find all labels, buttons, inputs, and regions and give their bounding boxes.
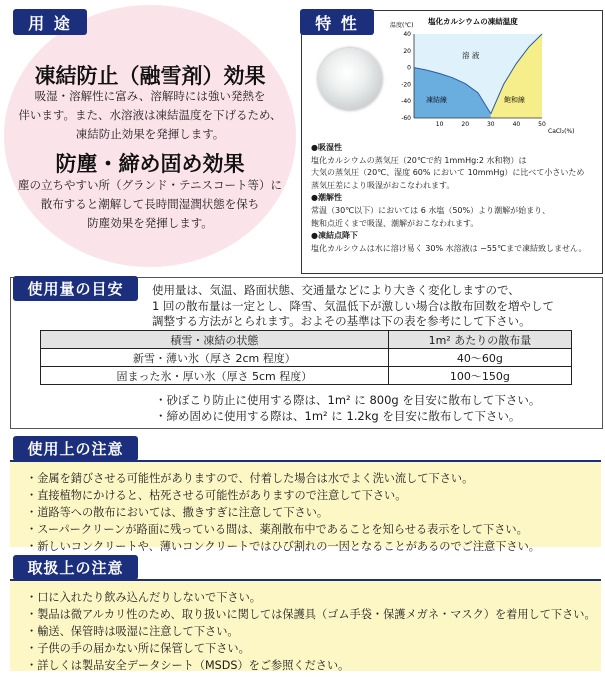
- x-tick-label: 30: [486, 121, 495, 128]
- table-row: 新雪・薄い氷（厚さ 2cm 程度） 40〜60g: [41, 349, 572, 367]
- x-tick-label: 20: [461, 121, 470, 128]
- usage-para-dustproof: 塵の立ちやすい所（グランド・テニスコート等）に 散布すると潮解して長時間湿潤状態を保ち 防塵効果を発揮します。: [17, 178, 283, 230]
- usage-heading-antifreeze: 凍結防止（融雪剤）効果: [34, 64, 266, 88]
- list-item: ・金属を錆びさせる可能性がありますので、付着した場合は水でよく洗い流して下さい。: [26, 472, 474, 485]
- list-item: ・口に入れたり飲み込んだりしないで下さい。: [26, 591, 261, 604]
- amount-note-compaction: ・締め固めに使用する際は、1m² に 1.2kg を目安に散布して下さい。: [155, 409, 521, 423]
- y-tick-label: -20: [401, 81, 411, 89]
- list-item: ・詳しくは製品安全データシート（MSDS）をご参照ください。: [26, 659, 350, 672]
- x-tick-label: 10: [435, 121, 444, 128]
- amount-note-dust: ・砂ぼこり防止に使用する際は、1m² に 800g を目安に散布して下さい。: [155, 393, 541, 407]
- y-tick-label: 0: [407, 64, 411, 72]
- freezing-chart: [390, 14, 600, 136]
- label-saturation-line: 飽和線: [504, 96, 525, 104]
- usage-para-antifreeze: 吸湿・溶解性に富み、溶解時には強い発熱を 伴います。また、水溶液は凍結温度を下げるため、 凍結防止効果を発揮します。: [18, 89, 282, 141]
- table-header-state: 積雪・凍結の状態: [41, 331, 389, 349]
- chart-ylabel: 温度(℃): [390, 22, 414, 29]
- amount-tag: 使用量の目安: [13, 276, 138, 301]
- amount-intro: 使用量は、気温、路面状態、交通量などにより大きく変化しますので、 1 回の散布量は一定とし、降雪、気温低下が激しい場合は散布回数を増やして 調整する方法がとられます。およその基準は下の表を参考にして下さい。: [152, 283, 554, 328]
- handling-tag: 取扱上の注意: [13, 555, 138, 580]
- usage-tag: 用 途: [13, 9, 87, 35]
- list-item: ・新しいコンクリートや、薄いコンクリートではひび割れの一因となることがあるのでご注意下さい。: [26, 540, 540, 553]
- label-freezing-line: 凍結線: [426, 96, 447, 104]
- properties-list: ●吸湿性 塩化カルシウムの蒸気圧（20℃で約 1mmHg:2 水和物）は 大気の蒸気圧（20℃、湿度 60% において 10mmHg）に比べて小さいため 蒸気圧差により吸湿がおこなわれます。 ●潮解性 常温（30℃以下）においては 6 水塩（50%）より潮解が始まり、 飽和点近くまで吸湿、潮解がおこなわれます。 ●凍結点降下 塩化カルシウムは水に溶け易く 30% 水溶液は −55℃まで凍結致しません。: [311, 143, 587, 253]
- list-item: ・輸送、保管時は吸湿に注意して下さい。: [26, 625, 239, 638]
- features-tag: 特 性: [300, 9, 374, 35]
- list-item: ・直接植物にかけると、枯死させる可能性がありますので注意して下さい。: [26, 489, 407, 502]
- list-item: ・道路等への散布においては、撒きすぎに注意して下さい。: [26, 506, 329, 519]
- list-item: ・スーパークリーンが路面に残っている間は、薬剤散布中であることを知らせる表示をして下さい。: [26, 523, 528, 536]
- chart-title: 塩化カルシウムの凍結温度: [428, 17, 518, 26]
- handling-panel: [10, 581, 601, 671]
- y-tick-label: 40: [403, 31, 411, 38]
- y-tick-label: -40: [401, 98, 411, 106]
- x-tick-label: 40: [512, 121, 521, 128]
- caution-panel: [10, 462, 601, 553]
- y-tick-label: -60: [401, 115, 411, 122]
- chart-xlabel: CaCl₂(%): [548, 128, 575, 135]
- y-tick-label: 20: [403, 47, 411, 55]
- table-header-amount: 1m² あたりの散布量: [388, 331, 571, 349]
- list-item: ・製品は微アルカリ性のため、取り扱いに関しては保護具（ゴム手袋・保護メガネ・マスク）を着用して下さい。: [26, 608, 596, 621]
- calcium-chloride-photo: [318, 48, 382, 110]
- caution-tag: 使用上の注意: [13, 436, 138, 461]
- table-row: 固まった氷・厚い氷（厚さ 5cm 程度） 100〜150g: [41, 367, 572, 385]
- x-tick-label: 50: [538, 121, 546, 128]
- list-item: ・子供の手の届かない所に保管して下さい。: [26, 642, 250, 655]
- amount-table: [40, 330, 572, 385]
- usage-heading-dustproof: 防塵・締め固め効果: [55, 152, 245, 176]
- label-solution: 溶 液: [462, 51, 480, 60]
